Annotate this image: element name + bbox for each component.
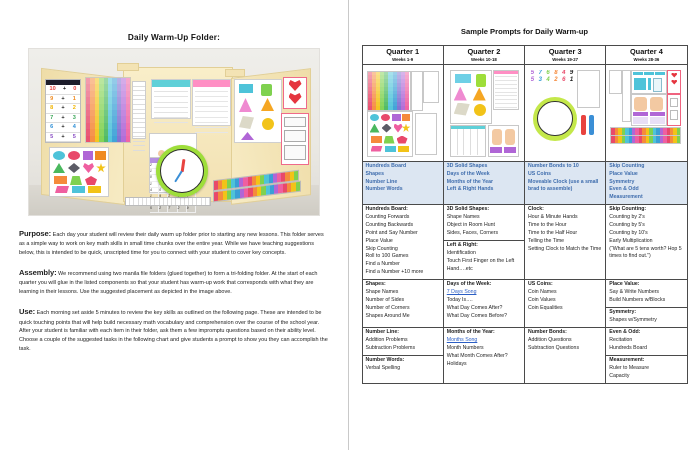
quarter-weeks: Weeks 1-9: [392, 57, 414, 63]
prompt-item: Counting by 5's: [609, 221, 645, 228]
prompt-item: Subtraction Questions: [528, 345, 580, 351]
prompt-cell-q4-r1: [606, 204, 687, 279]
component-note: (use a small brad to assemble): [528, 178, 599, 193]
days-of-week-card: [151, 79, 191, 119]
assembly-heading: Assembly:: [19, 268, 57, 278]
prompt-block: [609, 329, 683, 353]
prompt-block: [609, 206, 683, 261]
right-page: [349, 0, 700, 450]
prompt-item: Time to the Hour: [528, 221, 567, 228]
quarter-label: Quarter 3: [548, 46, 582, 56]
folder-tab-right: [225, 69, 245, 77]
quarter-header-2: [443, 46, 524, 65]
quarter-thumbnail-4: [606, 64, 687, 161]
prompt-cell-q2-r3: [443, 327, 524, 383]
prompt-item: Roll to 100 Games: [365, 253, 409, 260]
prompt-item: Shapes w/Symmetry: [609, 317, 657, 324]
prompt-heading: Number Bonds:: [528, 329, 567, 336]
prompt-item: Early Multiplication: [609, 237, 653, 244]
shapes-poster: [49, 147, 109, 197]
prompt-item: Touch First Finger on the Left Hand….etc: [446, 257, 515, 272]
component-link[interactable]: Days of the Week: [446, 170, 490, 177]
prompt-heading: Place Value:: [609, 281, 640, 288]
use-paragraph: [19, 306, 329, 354]
prompt-block: [444, 240, 524, 274]
component-link[interactable]: Number Bonds to 10: [528, 163, 579, 170]
prompt-block: [606, 355, 686, 381]
prompt-item: Ruler to Measure: [609, 365, 650, 372]
prompt-item: Addition Problems: [365, 337, 408, 344]
quarter-thumbnail-1: [362, 64, 443, 161]
component-link[interactable]: Symmetry: [609, 178, 635, 185]
prompt-cell-q3-r1: [525, 204, 606, 279]
table-body-row-3: [362, 327, 687, 383]
prompt-block: [447, 329, 521, 369]
prompt-item: Find a Number: [365, 261, 400, 268]
table-image-row: [362, 64, 687, 161]
prompt-heading: Shapes:: [365, 281, 386, 288]
prompt-item: Number of Sides: [365, 296, 405, 303]
movable-clock: [156, 145, 208, 197]
prompt-item: Time to the Half Hour: [528, 229, 578, 236]
component-link[interactable]: Place Value: [609, 170, 638, 177]
prompt-block: [606, 307, 686, 325]
prompt-block: [366, 329, 440, 353]
purpose-paragraph: [19, 228, 329, 258]
prompt-block: [363, 355, 443, 373]
component-link[interactable]: Number Line: [365, 178, 398, 185]
component-link[interactable]: Even & Odd: [609, 186, 639, 193]
prompt-cell-q4-r3: [606, 327, 687, 383]
capacity-chart-card: [281, 113, 309, 165]
prompt-heading: Number Line:: [365, 329, 399, 336]
prompt-cell-q1-r3: [362, 327, 443, 383]
prompt-cell-q3-r2: [525, 279, 606, 327]
make-ten-chart: 10 + 0 9 + 1 8 + 2 7 + 3 6 + 4 5 + 5: [45, 79, 81, 143]
prompt-block: [447, 281, 521, 321]
component-link[interactable]: Skip Counting: [609, 163, 645, 170]
component-link[interactable]: Measurement: [609, 194, 643, 201]
quarter-components-2: [443, 161, 524, 204]
prompt-item: Place Value: [365, 237, 393, 244]
component-link[interactable]: Left & Right Hands: [446, 186, 494, 193]
prompt-item: Say & Write Numbers: [609, 289, 660, 296]
prompt-item: Holidays: [446, 360, 467, 367]
use-heading: Use:: [19, 307, 36, 317]
prompt-block: [609, 281, 683, 305]
prompt-cell-q2-r2: [443, 279, 524, 327]
prompt-item: Subtraction Problems: [365, 345, 416, 351]
number-line-strip: [125, 197, 211, 206]
prompt-item: Object in Room Hunt: [446, 221, 495, 228]
purpose-heading: Purpose:: [19, 229, 52, 238]
prompt-heading: 3D Solid Shapes:: [446, 206, 490, 212]
quarter-header-3: [525, 46, 606, 65]
prompt-item: Telling the Time: [528, 237, 565, 244]
prompt-item: Number of Corners: [365, 304, 410, 311]
prompt-heading: Even & Odd:: [609, 329, 641, 336]
prompt-item: Identification: [446, 250, 476, 257]
quarter-thumbnail-3: 5 7 6 8 4 9 5 3 4 2 6 1: [525, 64, 606, 161]
quarter-label: Quarter 4: [629, 46, 663, 56]
table-components-row: [362, 161, 687, 204]
prompt-heading: US Coins:: [528, 281, 553, 288]
prompt-item: Counting Forwards: [365, 213, 410, 220]
quarter-label: Quarter 1: [386, 46, 420, 56]
prompt-block: [528, 206, 602, 253]
prompt-item: Skip Counting: [365, 245, 398, 252]
prompt-item: What Day Comes Before?: [446, 312, 508, 319]
prompt-block: [366, 281, 440, 321]
prompt-heading: Hundreds Board:: [365, 206, 408, 212]
prompt-heading: Days of the Week:: [446, 281, 492, 288]
prompt-heading: Symmetry:: [609, 309, 637, 316]
quarter-thumbnail-2: [443, 64, 524, 161]
prompt-item: Today Is….: [446, 296, 473, 303]
prompt-block: [528, 281, 602, 313]
prompt-heading: Clock:: [528, 206, 544, 212]
prompt-item: Setting Clock to Match the Time: [528, 245, 602, 252]
coin-number-table: 2 1 0 1 4 0 1 9 2 5 2 7 2 9: [149, 157, 197, 193]
folder-tab-left: [117, 63, 139, 71]
component-link[interactable]: Hundreds Board: [365, 163, 407, 170]
quarter-label: Quarter 2: [467, 46, 501, 56]
quarter-header-1: [362, 46, 443, 65]
prompt-item: Coin Values: [528, 296, 556, 303]
prompt-heading: Months of the Year:: [446, 329, 495, 336]
purpose-text: Each day your student will review their daily warm up folder prior to starting any new lessons. This folder serves as a simple way to work on key math skills in small time chunks over the entire year. While we have teaching suggestions below, this is intended to be quick, unscripted time for you to connect with your student to cover key concepts.: [19, 232, 324, 257]
assembly-text: We recommend using two manila file folders (glued together) to form a tri-folding folder. At the start of each quarter you will glue in the listed components so that your student has warm-up work that corresponds with what they are learning in their lessons. Use the suggested placement as depicted in the image above.: [19, 271, 318, 296]
instructions-body: [19, 228, 329, 354]
table-body-row-2: [362, 279, 687, 327]
prompt-item: Recitation: [609, 337, 633, 344]
prompt-block: [447, 206, 521, 238]
prompt-item: (“What are 5 tens worth? Hop 5 times to find out.”): [609, 245, 682, 260]
prompt-block: [366, 206, 440, 277]
prompt-item: Sides, Faces, Corners: [446, 229, 499, 236]
page-title: Daily Warm-Up Folder:: [127, 33, 221, 42]
prompt-item: Verbal Spelling: [365, 365, 401, 372]
warm-up-folder-photo: [28, 48, 320, 216]
quarter-weeks: Weeks 19-27: [552, 57, 578, 63]
quarter-weeks: Weeks 10-18: [471, 57, 497, 63]
prompt-heading: Skip Counting:: [609, 206, 647, 212]
use-text: Each morning set aside 5 minutes to review the key skills as outlined on the following page. These are intended to be quick touching points that will help build necessary math vocabulary and comprehension over the course of the school year. After your student is familiar with each item in their folder, ask them a few impromptu questions based on their ability level. Choose a couple of the suggested tasks in the following chart and give students a prompt to show you they can accomplish the task.: [19, 310, 328, 353]
prompt-item: Addition Questions: [528, 337, 572, 344]
prompts-title: Sample Prompts for Daily Warm-up: [460, 27, 589, 36]
quarter-header-4: [606, 46, 687, 65]
hundreds-board-chart: [85, 77, 131, 143]
prompt-item: Coin Equalities: [528, 304, 563, 311]
quarter-weeks: Weeks 28-36: [633, 57, 660, 63]
component-link[interactable]: Months of the Year: [446, 178, 494, 185]
prompt-block: [528, 329, 602, 353]
prompt-item: Coin Names: [528, 289, 557, 296]
component-link[interactable]: Shapes: [365, 170, 384, 177]
prompt-song-link[interactable]: Months Song: [446, 337, 478, 344]
prompt-item: What Month Comes After?: [446, 352, 508, 359]
quarter-components-3: [525, 161, 606, 204]
prompt-item: Shape Names: [365, 289, 399, 296]
prompt-item: Counting by 10's: [609, 229, 648, 236]
prompt-cell-q1-r2: [362, 279, 443, 327]
solid-shapes-card: [234, 79, 282, 143]
prompt-item: Shape Names: [446, 213, 480, 220]
component-link[interactable]: Number Words: [365, 186, 403, 193]
prompt-cell-q4-r2: [606, 279, 687, 327]
number-words-list: [132, 81, 146, 139]
prompt-heading: Number Words:: [365, 357, 405, 364]
prompt-item: Counting by 2's: [609, 213, 645, 220]
component-link[interactable]: 3D Solid Shapes: [446, 163, 488, 170]
prompt-item: Find a Number +10 more: [365, 269, 424, 276]
prompt-item: Hundreds Board: [609, 345, 648, 351]
prompt-heading: Left & Right:: [446, 242, 478, 249]
quarter-components-4: [606, 161, 687, 204]
months-of-year-card: [192, 79, 231, 126]
component-link[interactable]: US Coins: [528, 170, 552, 177]
table-body-row-1: [362, 204, 687, 279]
prompt-song-link[interactable]: 7 Days Song: [446, 289, 477, 296]
hearts-symmetry-card: [283, 77, 307, 109]
prompt-item: Counting Backwards: [365, 221, 414, 228]
left-page: [0, 0, 348, 450]
sample-prompts-table: [362, 45, 688, 384]
quarter-components-1: [362, 161, 443, 204]
component-link[interactable]: Moveable Clock (use a small brad to assemble): [528, 178, 599, 193]
prompt-item: Point and Say Number: [365, 229, 418, 236]
prompt-cell-q1-r1: [362, 204, 443, 279]
prompt-cell-q3-r3: [525, 327, 606, 383]
prompt-item: Hour & Minute Hands: [528, 213, 578, 220]
prompt-item: Capacity: [609, 373, 630, 380]
prompt-cell-q2-r1: [443, 204, 524, 279]
table-header-row: [362, 46, 687, 65]
prompt-heading: Measurement:: [609, 357, 645, 364]
prompt-item: Shapes Around Me: [365, 312, 410, 319]
prompt-item: Build Numbers w/Blocks: [609, 296, 666, 303]
assembly-paragraph: [19, 267, 329, 297]
prompt-item: What Day Comes After?: [446, 304, 503, 311]
prompt-item: Month Numbers: [446, 345, 484, 351]
